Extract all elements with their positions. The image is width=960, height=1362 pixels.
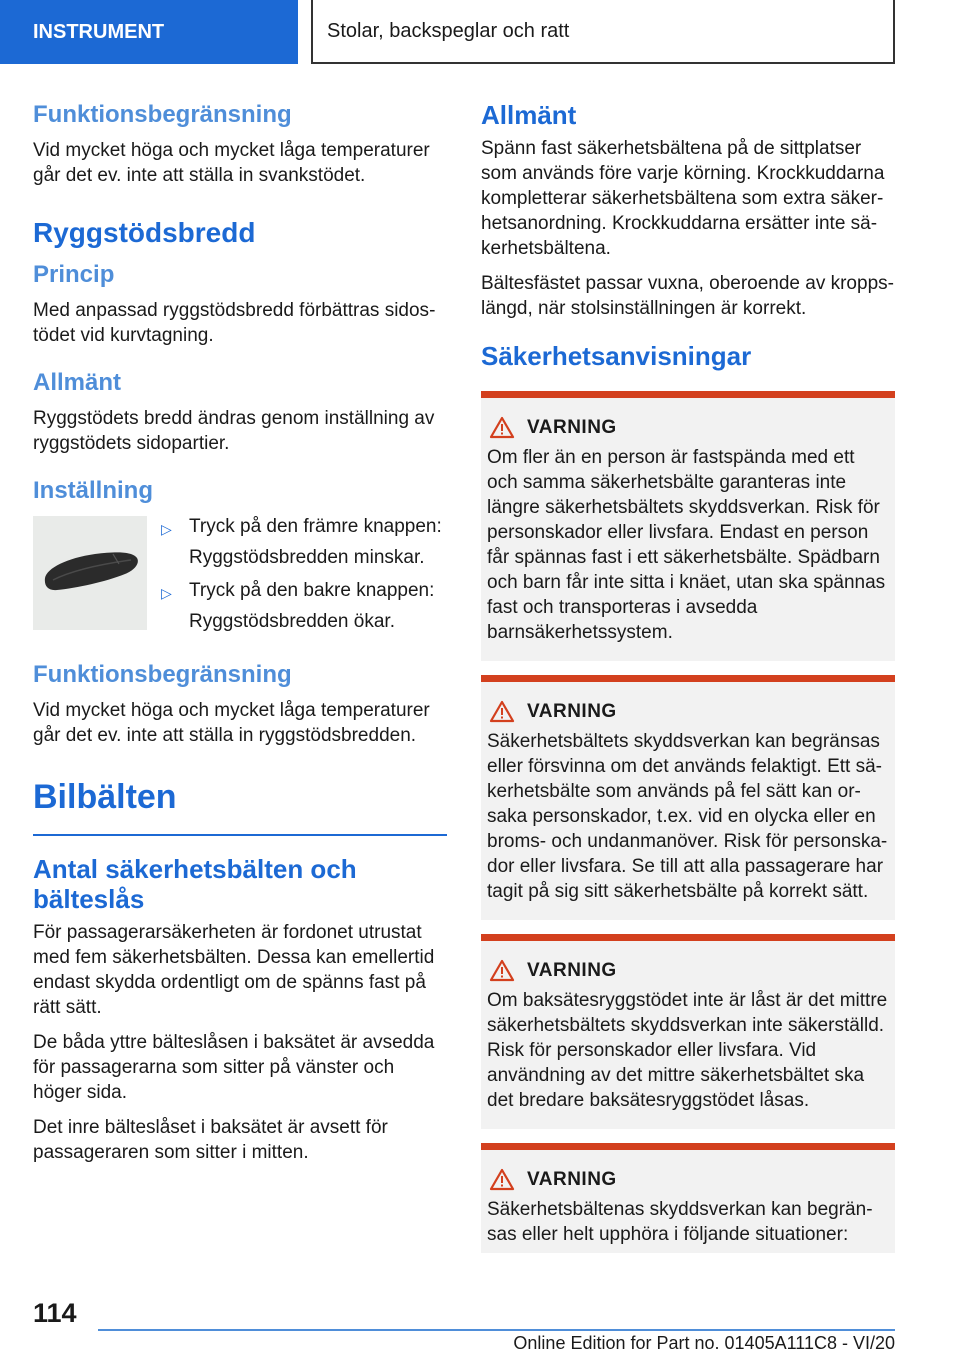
seat-button-image xyxy=(33,516,147,630)
belt-count-p3: Det inre bälteslåset i baksätet är avsett för passageraren som sitter i mitten. xyxy=(33,1117,388,1163)
warning-box xyxy=(481,1143,895,1253)
safety-heading: Säkerhetsanvisningar xyxy=(481,341,752,371)
step-result: Ryggstödsbredden minskar. xyxy=(189,547,425,568)
func-limit-heading-1: Funktionsbegränsning xyxy=(33,101,292,128)
general-p1: Spänn fast säkerhetsbältena på de sittplatser som används före varje körning. Krockkuddarna kompletterar säkerhetsbältena som extra säkerhetsanordning. Krockkuddarna ersätter inte säkerhetsbältena. xyxy=(481,138,885,259)
triangle-right-icon: ▷ xyxy=(161,585,172,601)
warning-triangle-icon xyxy=(489,959,515,982)
header-section xyxy=(0,0,298,64)
warning-box xyxy=(481,934,895,1129)
warning-title: VARNING xyxy=(527,700,617,722)
warning-text: Om baksätesryggstödet inte är låst är det mittre säkerhetsbältets skyddsverkan inte säkerställd. Risk för personskador eller livsfara. Vid användning av det mittre säkerhetsbältet ska det bredare baksätesryggstödet låsas. xyxy=(487,990,888,1111)
footer-divider xyxy=(98,1329,895,1331)
header-chapter-label: Stolar, backspeglar och ratt xyxy=(327,19,570,42)
left-column xyxy=(33,100,447,1175)
list-item xyxy=(161,514,442,570)
setting-steps xyxy=(161,514,442,642)
triangle-right-icon: ▷ xyxy=(161,521,172,537)
step-result: Ryggstödsbredden ökar. xyxy=(189,611,395,632)
warning-triangle-icon xyxy=(489,1168,515,1191)
backrest-width-heading: Ryggstödsbredd xyxy=(33,217,256,248)
header-section-label: INSTRUMENT xyxy=(33,20,165,43)
belt-count-p1: För passagerarsäkerheten är fordonet utrustat med fem säkerhetsbälten. Dessa kan emellertid endast skydda ordentligt om de spänns fast på rätt sätt. xyxy=(33,922,435,1018)
warning-box xyxy=(481,675,895,920)
general-p2: Bältesfästet passar vuxna, oberoende av kroppslängd, när stolsinställningen är korrekt. xyxy=(481,273,894,319)
section-divider xyxy=(33,834,447,836)
general-heading-right: Allmänt xyxy=(481,100,577,130)
func-limit-text-2: Vid mycket höga och mycket låga temperaturer går det ev. inte att ställa in ryggstödsbredden. xyxy=(33,700,430,746)
page-number: 114 xyxy=(33,1298,77,1328)
warning-title: VARNING xyxy=(527,1168,617,1190)
belt-count-heading: Antal säkerhetsbälten och bälteslås xyxy=(33,854,357,914)
footer-edition: Online Edition for Part no. 01405A111C8 - VI/20 xyxy=(513,1333,895,1353)
right-column xyxy=(481,100,895,1267)
list-item xyxy=(161,578,442,634)
warning-box xyxy=(481,391,895,661)
warning-text: Säkerhetsbältenas skyddsverkan kan begränsas eller helt upphöra i följande situationer: xyxy=(487,1199,873,1245)
general-text-left: Ryggstödets bredd ändras genom inställning av ryggstödets sidopartier. xyxy=(33,408,435,454)
principle-text: Med anpassad ryggstödsbredd förbättras sidostödet vid kurvtagning. xyxy=(33,300,436,346)
warning-title: VARNING xyxy=(527,959,617,981)
belt-count-p2: De båda yttre bälteslåsen i baksätet är avsedda för passagerarna som sitter på vänster och höger sida. xyxy=(33,1032,435,1103)
setting-heading: Inställning xyxy=(33,477,153,504)
warning-title: VARNING xyxy=(527,416,617,438)
header-chapter xyxy=(311,0,895,64)
step-action: Tryck på den främre knappen: xyxy=(189,516,442,537)
func-limit-text-1: Vid mycket höga och mycket låga temperaturer går det ev. inte att ställa in svankstödet. xyxy=(33,140,430,186)
func-limit-heading-2: Funktionsbegränsning xyxy=(33,661,292,688)
warning-triangle-icon xyxy=(489,416,515,439)
setting-block xyxy=(33,514,447,642)
warning-triangle-icon xyxy=(489,700,515,723)
warning-text: Om fler än en person är fastspända med ett och samma säkerhetsbälte garanteras inte längre säkerhetsbältets skyddsverkan. Risk för personskador eller livsfara. Endast en person får spännas fast i ett säkerhetsbälte. Spädbarn och barn får inte sitta i knäet, utan ska spännas fast och transporteras i avsedda barnsäkerhetssystem. xyxy=(487,447,886,643)
general-heading-left: Allmänt xyxy=(33,369,122,396)
seat-belts-heading: Bilbälten xyxy=(33,778,177,816)
warning-text: Säkerhetsbältets skyddsverkan kan begränsas eller försvinna om det används felaktigt. Ett säkerhetsbälte som används på fel sätt kan orsaka personskador, t.ex. vid en olycka eller en broms- och undanmanöver. Risk för personskador eller livsfara. Se till att alla passagerare har tagit på sig sitt säkerhetsbälte på korrekt sätt. xyxy=(487,731,888,902)
principle-heading: Princip xyxy=(33,261,115,288)
step-action: Tryck på den bakre knappen: xyxy=(189,580,435,601)
